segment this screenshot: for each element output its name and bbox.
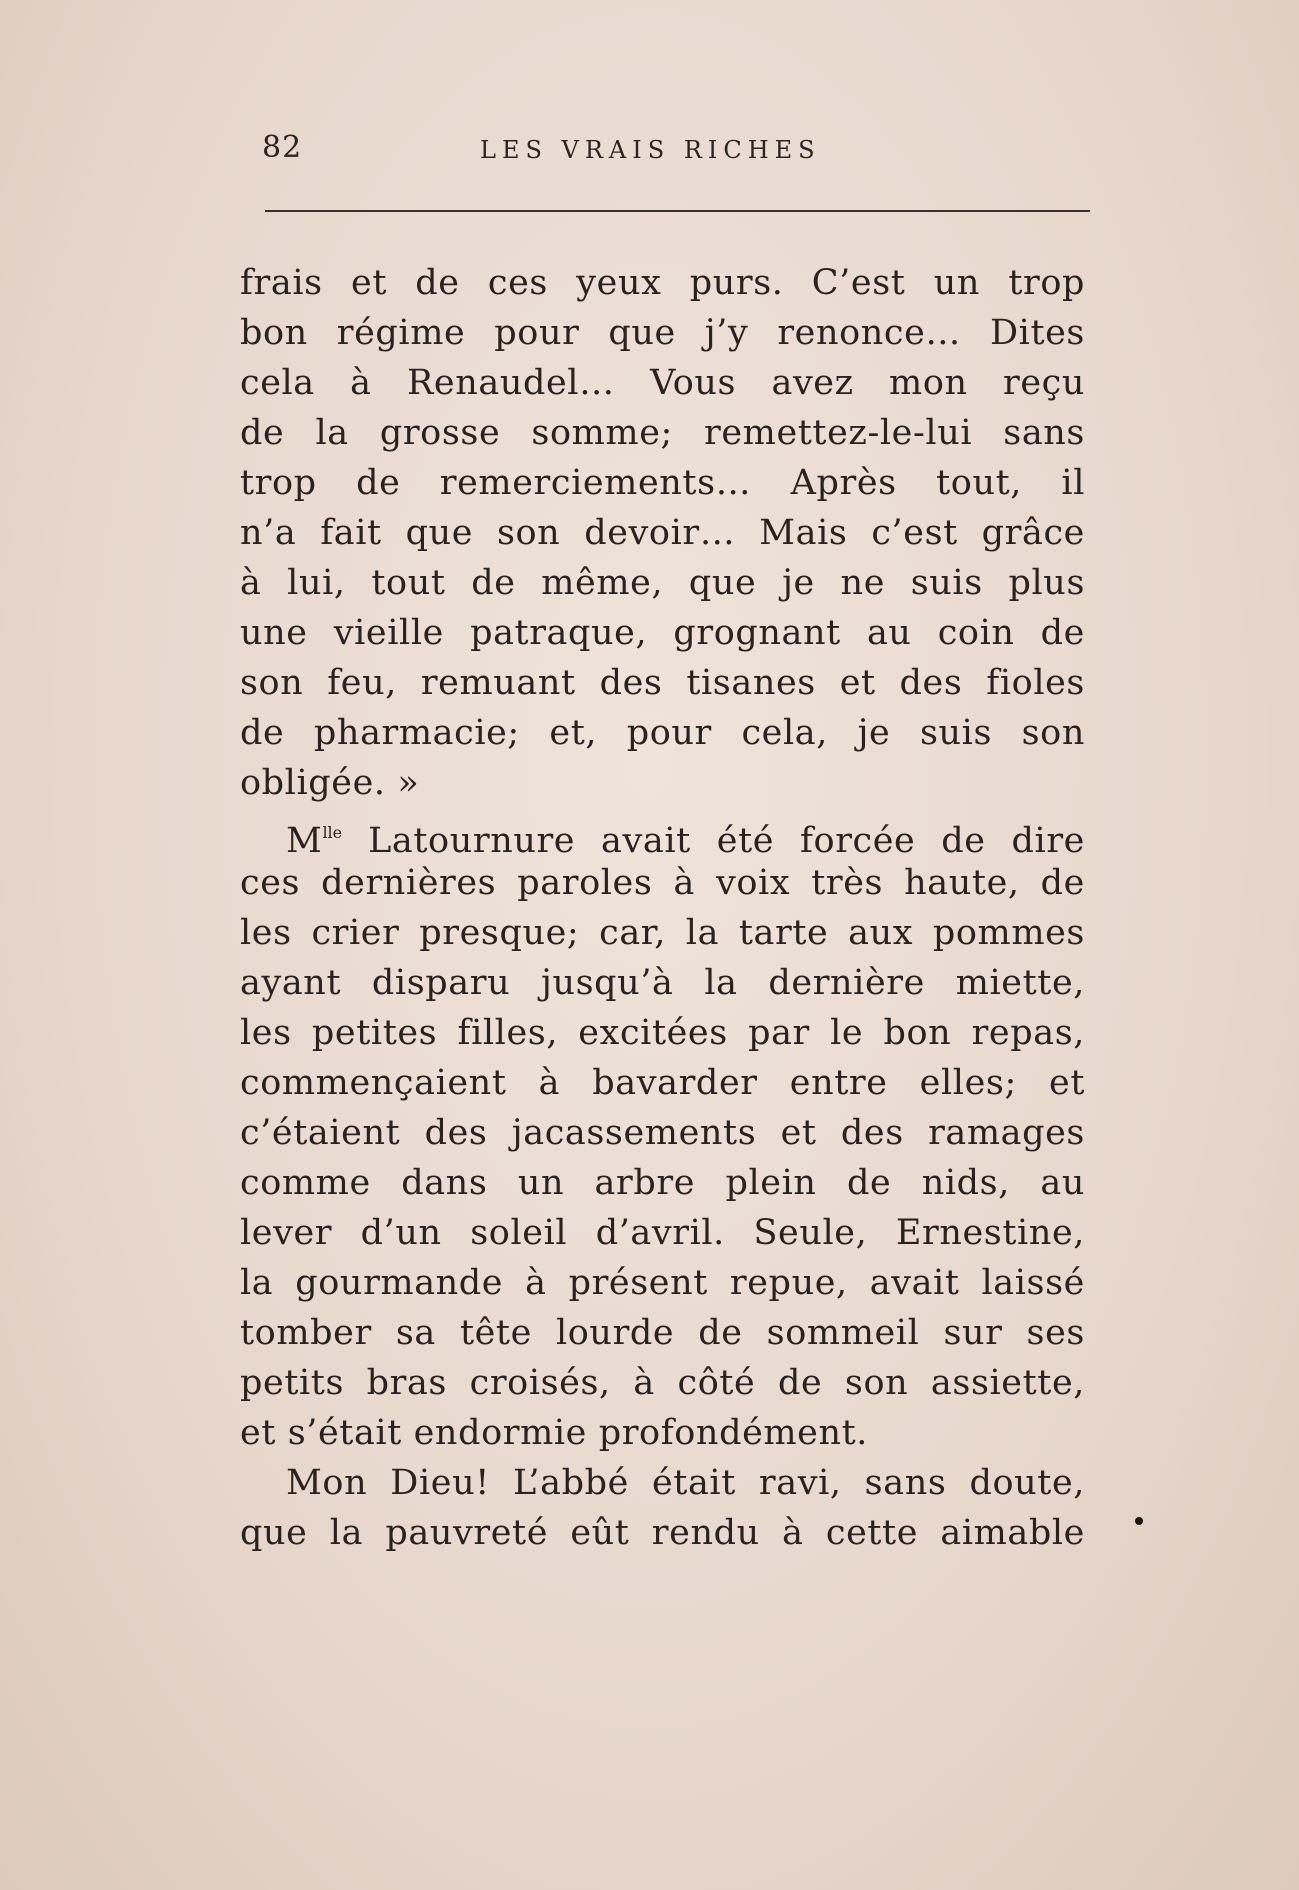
text-line-rest: Latournure avait été forcée de dire [342, 821, 1085, 861]
title-abbrev-superscript: lle [322, 823, 343, 842]
text-line: c’étaient des jacassements et des ramages [240, 1113, 1085, 1153]
text-line: bon régime pour que j’y renonce… Dites [240, 313, 1085, 353]
ink-speck [1135, 1517, 1143, 1525]
text-line: trop de remerciements… Après tout, il [240, 463, 1085, 503]
text-line: Mon Dieu! L’abbé était ravi, sans doute, [286, 1463, 1085, 1503]
text-line: les petites filles, excitées par le bon repas, [240, 1013, 1085, 1053]
page-number: 82 [262, 130, 303, 165]
text-line: ayant disparu jusqu’à la dernière miette, [240, 963, 1085, 1003]
text-line: cela à Renaudel… Vous avez mon reçu [240, 363, 1085, 403]
text-line: les crier presque; car, la tarte aux pommes [240, 913, 1085, 953]
header-rule [265, 210, 1090, 212]
title-abbrev: M [286, 821, 323, 861]
text-line: que la pauvreté eût rendu à cette aimable [240, 1513, 1085, 1553]
text-line: tomber sa tête lourde de sommeil sur ses [240, 1313, 1085, 1353]
text-line: obligée. » [240, 763, 420, 803]
text-line: de pharmacie; et, pour cela, je suis son [240, 713, 1085, 753]
text-line: n’a fait que son devoir… Mais c’est grâce [240, 513, 1085, 553]
text-line: à lui, tout de même, que je ne suis plus [240, 563, 1085, 603]
page-header [262, 130, 1092, 170]
text-line: commençaient à bavarder entre elles; et [240, 1063, 1085, 1103]
text-line [240, 808, 1085, 861]
text-line: la gourmande à présent repue, avait laissé [240, 1263, 1085, 1303]
text-line: et s’était endormie profondément. [240, 1413, 869, 1453]
text-line: frais et de ces yeux purs. C’est un trop [240, 263, 1085, 303]
running-title: LES VRAIS RICHES [480, 136, 821, 164]
text-line: petits bras croisés, à côté de son assiette, [240, 1363, 1085, 1403]
text-line: de la grosse somme; remettez-le-lui sans [240, 413, 1085, 453]
text-line: son feu, remuant des tisanes et des fioles [240, 663, 1085, 703]
text-line: ces dernières paroles à voix très haute, de [240, 863, 1085, 903]
body-text [240, 258, 1085, 1558]
text-line: lever d’un soleil d’avril. Seule, Ernestine, [240, 1213, 1085, 1253]
text-line: comme dans un arbre plein de nids, au [240, 1163, 1085, 1203]
text-line: une vieille patraque, grognant au coin de [240, 613, 1085, 653]
